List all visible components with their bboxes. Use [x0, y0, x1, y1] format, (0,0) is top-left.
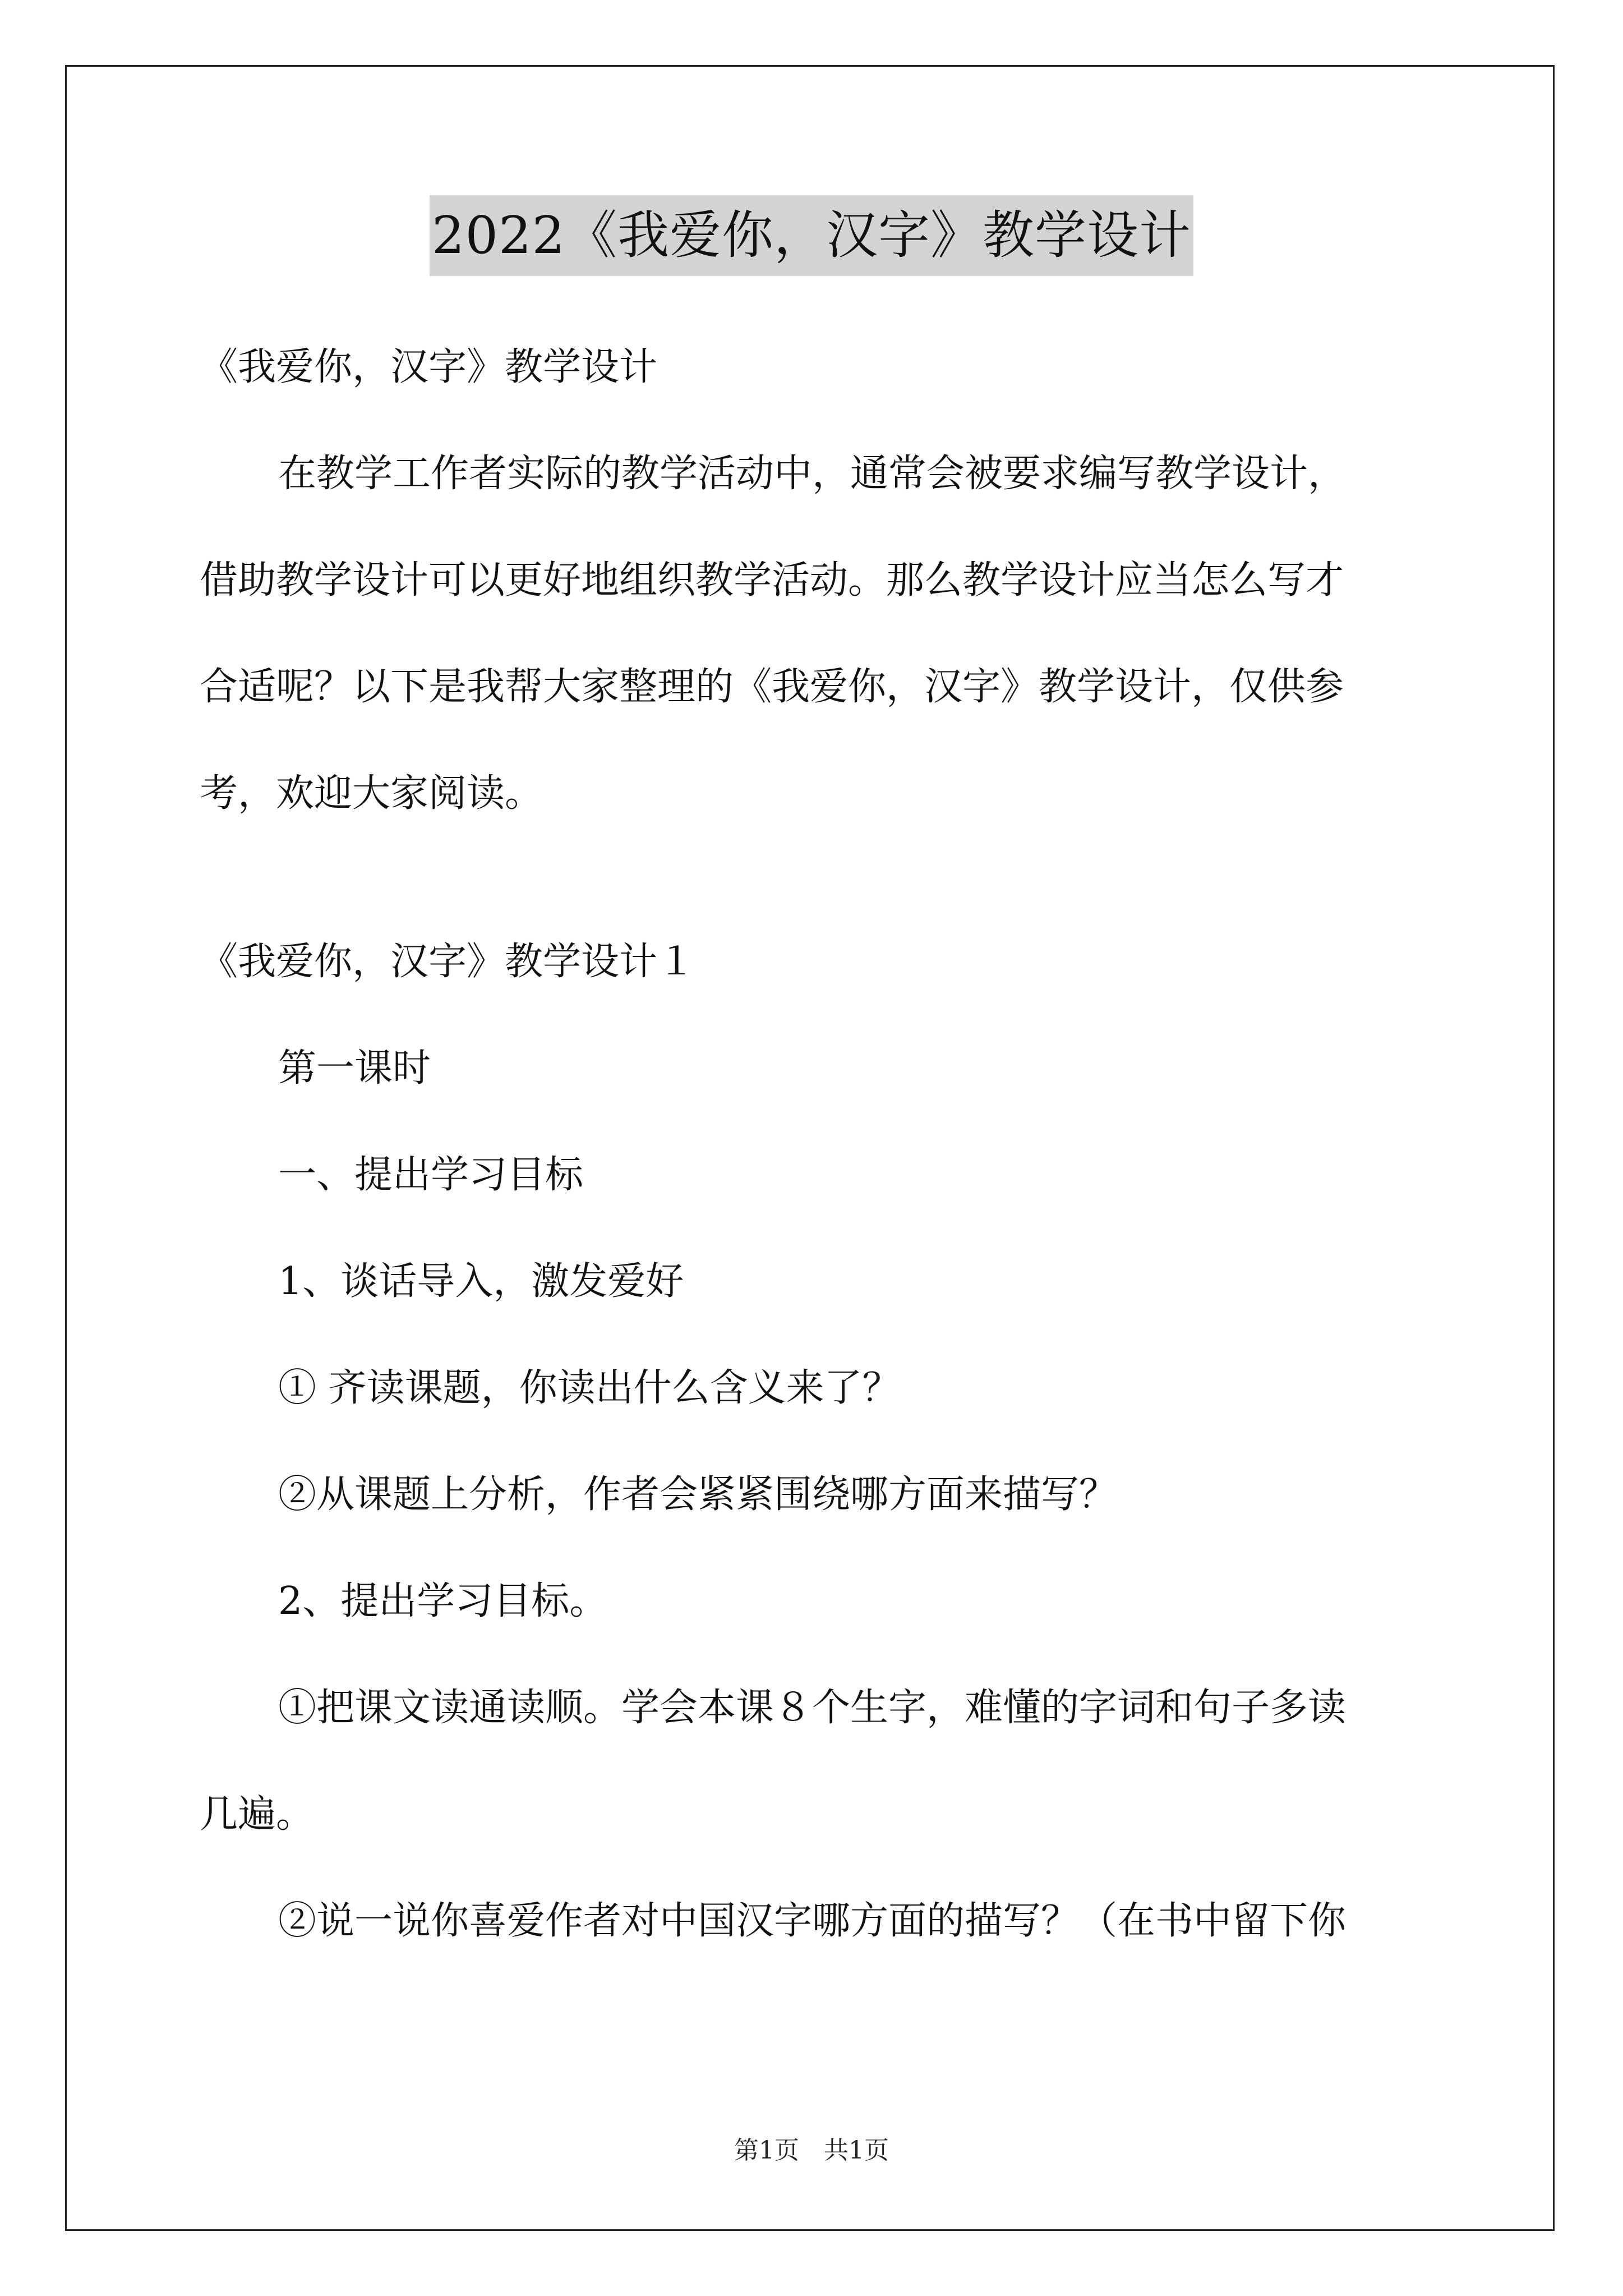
intro-line: 合适呢？以下是我帮大家整理的《我爱你，汉字》教学设计，仅供参: [200, 665, 1344, 709]
goal-item: ②说一说你喜爱作者对中国汉字哪方面的描写？（在书中留下你: [278, 1899, 1347, 1943]
step-item: 1、谈话导入，激发爱好: [278, 1259, 684, 1304]
document-title: 2022《我爱你，汉字》教学设计: [430, 195, 1193, 276]
section-heading: 《我爱你，汉字》教学设计１: [200, 940, 696, 984]
spacer: [200, 847, 1433, 909]
step-item: ②从课题上分析，作者会紧紧围绕哪方面来描写？: [278, 1473, 1118, 1517]
lesson-period: 第一课时: [278, 1046, 431, 1091]
document-body: [200, 314, 1433, 1975]
step-item: ① 齐读课题，你读出什么含义来了？: [278, 1366, 901, 1410]
goal-item: ①把课文读通读顺。学会本课８个生字，难懂的字词和句子多读: [278, 1686, 1347, 1730]
subtitle: 《我爱你，汉字》教学设计: [200, 345, 658, 389]
step-heading: 一、提出学习目标: [278, 1153, 584, 1197]
step-item: 2、提出学习目标。: [278, 1579, 608, 1623]
goal-item-continued: 几遍。: [200, 1792, 315, 1837]
title-container: [0, 195, 1623, 276]
intro-line: 借助教学设计可以更好地组织教学活动。那么教学设计应当怎么写才: [200, 558, 1344, 602]
intro-line: 考，欢迎大家阅读。: [200, 771, 543, 816]
page-footer: 第1页 共1页: [734, 2136, 889, 2165]
intro-line: 在教学工作者实际的教学活动中，通常会被要求编写教学设计，: [278, 452, 1347, 496]
